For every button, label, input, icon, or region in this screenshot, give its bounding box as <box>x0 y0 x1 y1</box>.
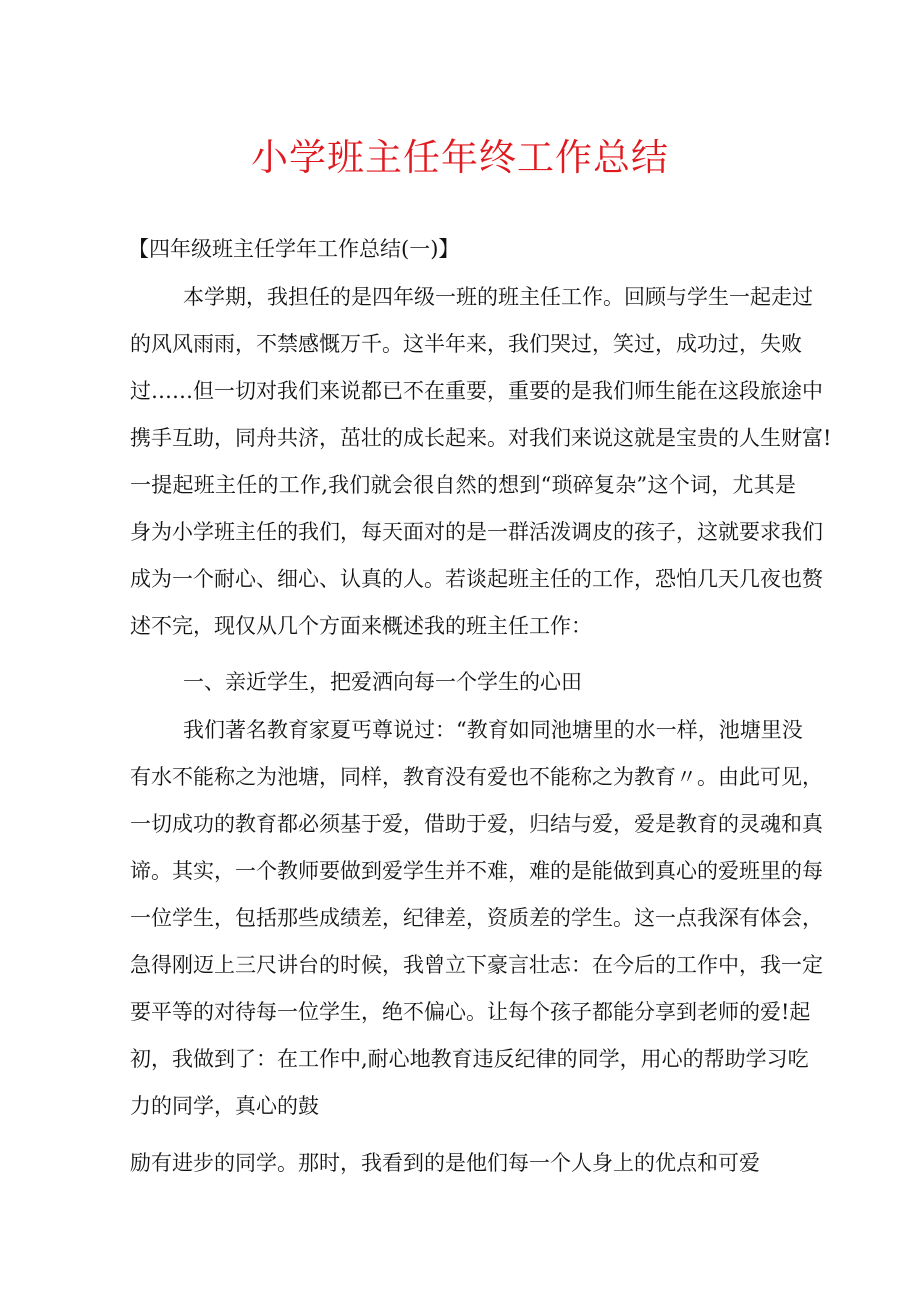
text-line: 一位学生，包括那些成绩差，纪律差，资质差的学生。这一点我深有体会， <box>130 906 823 930</box>
text-line: 励有进步的同学。那时，我看到的是他们每一个人身上的优点和可爱 <box>130 1151 760 1175</box>
text-line: 本学期，我担任的是四年级一班的班主任工作。回顾与学生一起走过 <box>183 285 813 309</box>
text-line: 急得刚迈上三尺讲台的时候，我曾立下豪言壮志：在今后的工作中，我一定 <box>130 953 823 977</box>
text-line: 的风风雨雨，不禁感慨万千。这半年来，我们哭过，笑过，成功过，失败 <box>130 332 802 356</box>
text-line: 力的同学，真心的鼓 <box>130 1094 319 1118</box>
text-line: 要平等的对待每一位学生，绝不偏心。让每个孩子都能分享到老师的爱!起 <box>130 1000 811 1024</box>
text-line: 初，我做到了：在工作中,耐心地教育违反纪律的同学，用心的帮助学习吃 <box>130 1047 809 1071</box>
text-line: 携手互助，同舟共济，茁壮的成长起来。对我们来说这就是宝贵的人生财富! <box>130 426 832 450</box>
text-line: 有水不能称之为池塘，同样，教育没有爱也不能称之为教育〃。由此可见， <box>130 765 823 789</box>
text-line: 谛。其实，一个教师要做到爱学生并不难，难的是能做到真心的爱班里的每 <box>130 859 823 883</box>
text-line: 一提起班主任的工作,我们就会很自然的想到“琐碎复杂”这个词，尤其是 <box>130 473 796 497</box>
document-title: 小学班主任年终工作总结 <box>251 136 669 179</box>
text-line: 一切成功的教育都必须基于爱，借助于爱，归结与爱，爱是教育的灵魂和真 <box>130 812 823 836</box>
section-subheading: 【四年级班主任学年工作总结(一)】 <box>128 237 460 261</box>
text-line: 身为小学班主任的我们，每天面对的是一群活泼调皮的孩子，这就要求我们 <box>130 520 823 544</box>
text-line: 我们著名教育家夏丐尊说过：“教育如同池塘里的水一样，池塘里没 <box>183 718 803 742</box>
text-line: 述不完，现仅从几个方面来概述我的班主任工作： <box>130 614 592 638</box>
text-line: 过……但一切对我们来说都已不在重要，重要的是我们师生能在这段旅途中 <box>130 379 823 403</box>
section-heading: 一、亲近学生，把爱洒向每一个学生的心田 <box>183 670 582 694</box>
text-line: 成为一个耐心、细心、认真的人。若谈起班主任的工作，恐怕几天几夜也赘 <box>130 567 823 591</box>
